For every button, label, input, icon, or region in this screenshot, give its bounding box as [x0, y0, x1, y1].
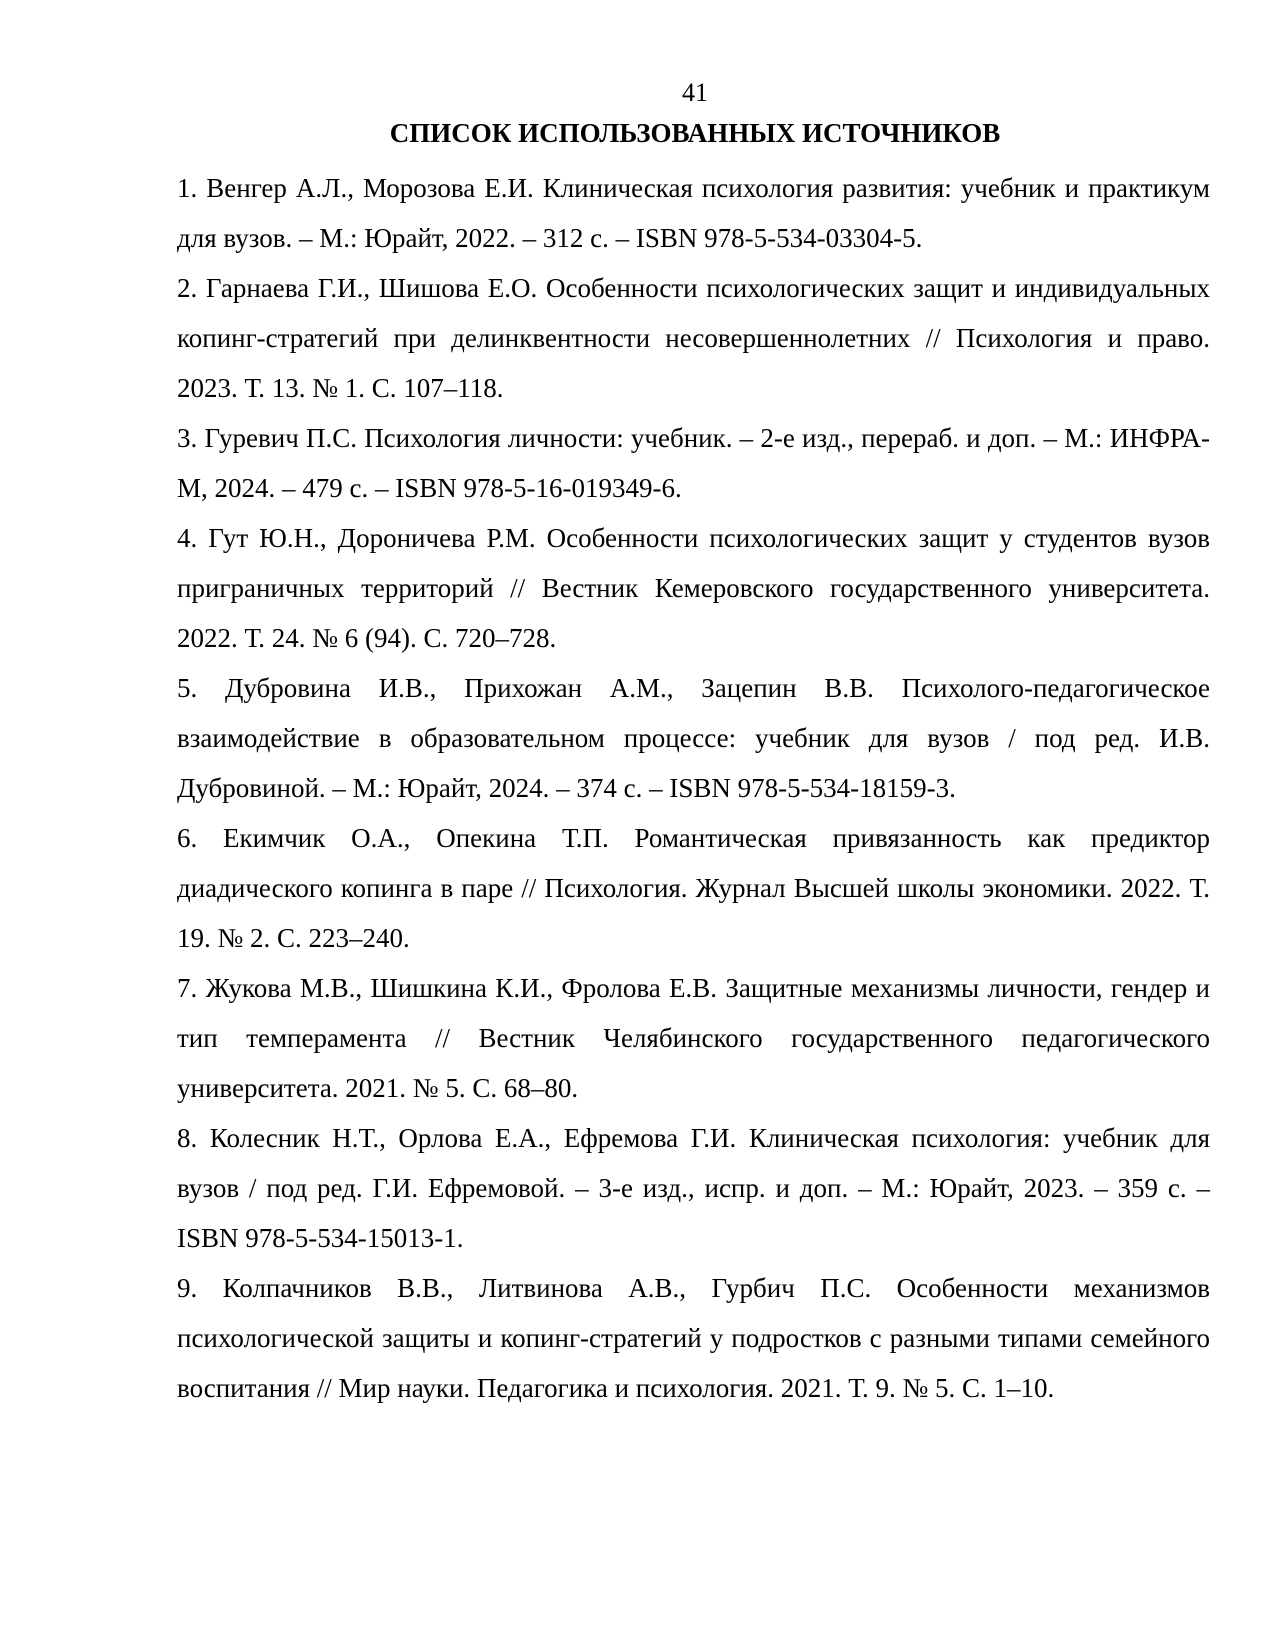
reference-item: 2. Гарнаева Г.И., Шишова Е.О. Особенности психологических защит и индивидуальных копинг-стратегий при делинквентности несовершеннолетних // Психология и право. 2023. Т. 13. № 1. С. 107–118. — [177, 273, 1210, 403]
reference-list — [177, 163, 1210, 1413]
page-title: СПИСОК ИСПОЛЬЗОВАННЫХ ИСТОЧНИКОВ — [389, 118, 1001, 148]
reference-item: 6. Екимчик О.А., Опекина Т.П. Романтическая привязанность как предиктор диадического копинга в паре // Психология. Журнал Высшей школы экономики. 2022. Т. 19. № 2. С. 223–240. — [177, 823, 1210, 953]
reference-item: 4. Гут Ю.Н., Дороничева Р.М. Особенности психологических защит у студентов вузов приграничных территорий // Вестник Кемеровского государственного университета. 2022. Т. 24. № 6 (94). С. 720–728. — [177, 523, 1210, 653]
reference-item: 1. Венгер А.Л., Морозова Е.И. Клиническая психология развития: учебник и практикум для вузов. – М.: Юрайт, 2022. – 312 с. – ISBN 978-5-534-03304-5. — [177, 173, 1210, 253]
reference-item: 9. Колпачников В.В., Литвинова А.В., Гурбич П.С. Особенности механизмов психологической защиты и копинг-стратегий у подростков с разными типами семейного воспитания // Мир науки. Педагогика и психология. 2021. Т. 9. № 5. С. 1–10. — [177, 1273, 1210, 1403]
reference-item: 7. Жукова М.В., Шишкина К.И., Фролова Е.В. Защитные механизмы личности, гендер и тип темперамента // Вестник Челябинского государственного педагогического университета. 2021. № 5. С. 68–80. — [177, 973, 1210, 1103]
page-number: 41 — [682, 78, 708, 107]
reference-item: 5. Дубровина И.В., Прихожан А.М., Зацепин В.В. Психолого-педагогическое взаимодействие в образовательном процессе: учебник для вузов / под ред. И.В. Дубровиной. – М.: Юрайт, 2024. – 374 с. – ISBN 978-5-534-18159-3. — [177, 673, 1210, 803]
reference-item: 3. Гуревич П.С. Психология личности: учебник. – 2-е изд., перераб. и доп. – М.: ИНФРА-М, 2024. – 479 с. – ISBN 978-5-16-019349-6. — [177, 423, 1210, 503]
reference-item: 8. Колесник Н.Т., Орлова Е.А., Ефремова Г.И. Клиническая психология: учебник для вузов / под ред. Г.И. Ефремовой. – 3-е изд., испр. и доп. – М.: Юрайт, 2023. – 359 с. – ISBN 978-5-534-15013-1. — [177, 1123, 1210, 1253]
